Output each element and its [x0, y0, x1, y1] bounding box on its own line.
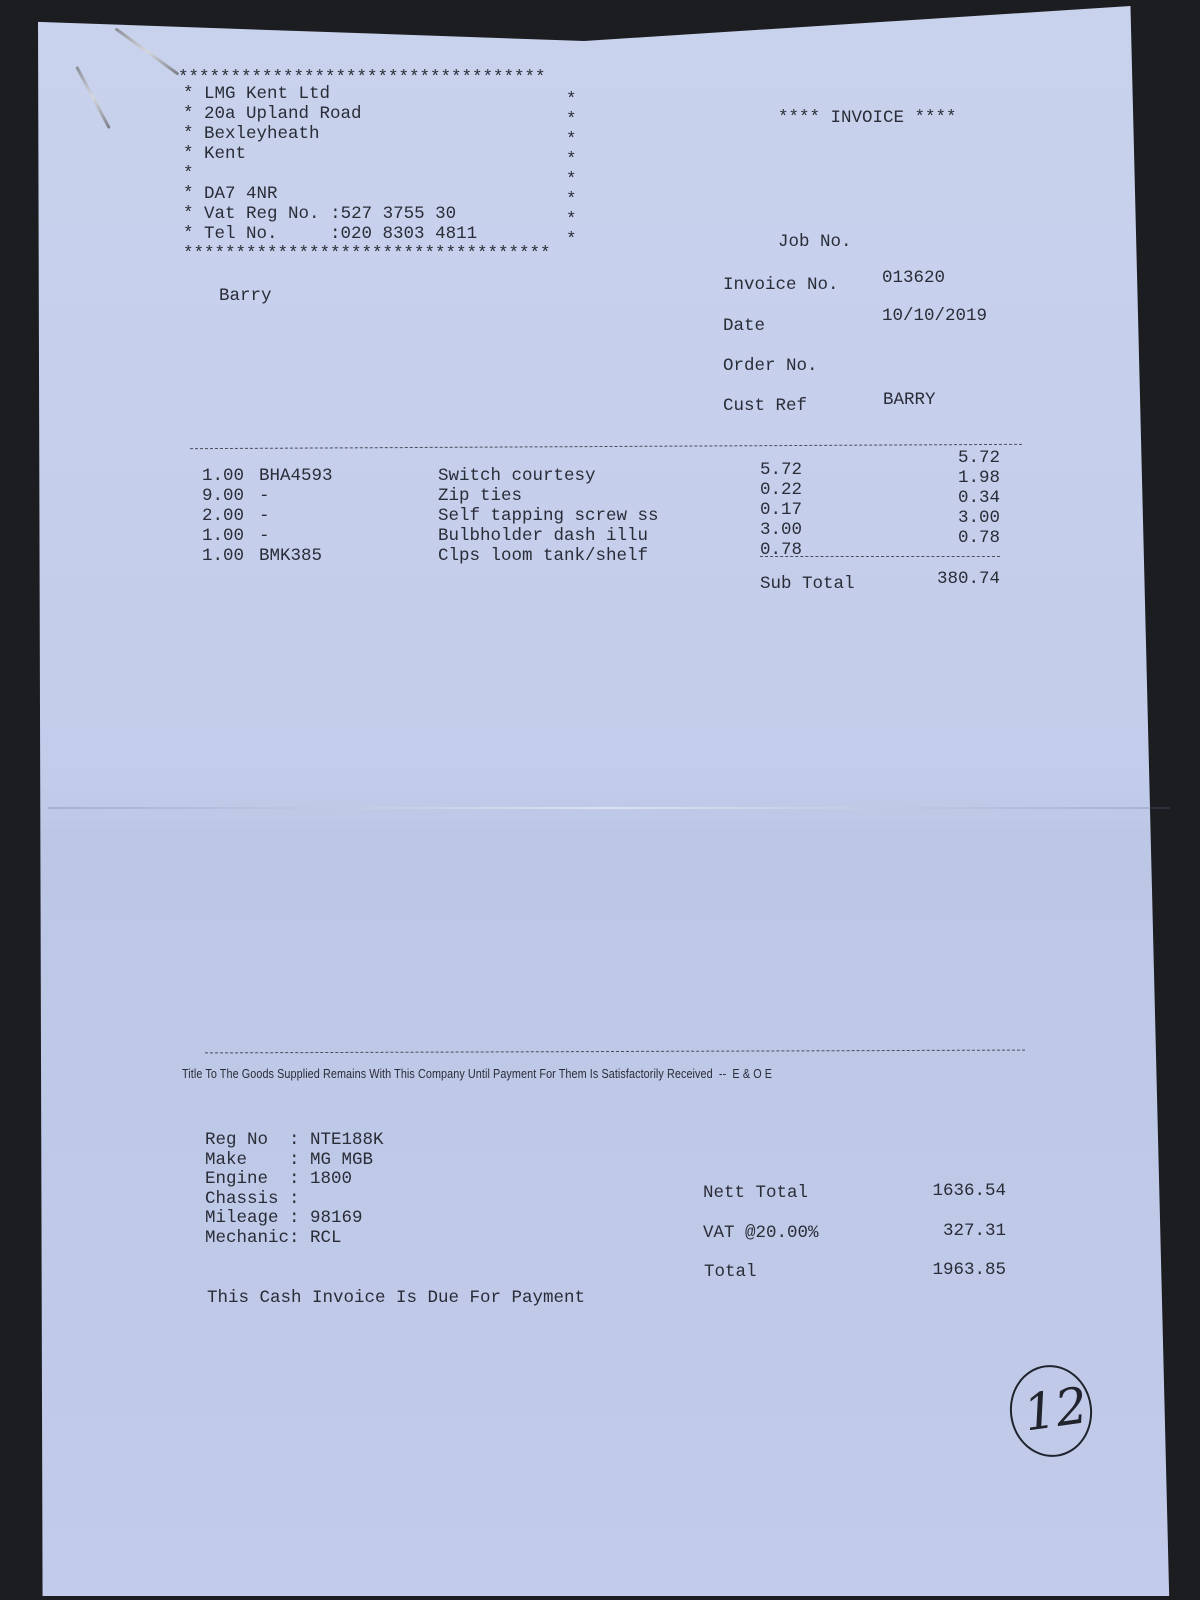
line-desc: Bulbholder dash illu — [438, 526, 649, 546]
paper-fold — [48, 807, 1170, 809]
cust-ref-label: Cust Ref — [723, 396, 808, 416]
subtotal-value: 380.74 — [936, 569, 1000, 589]
job-label: Job No. — [778, 232, 852, 252]
company-vat: * Vat Reg No. :527 3755 30 — [183, 204, 457, 224]
line-qty: 1.00 — [202, 466, 245, 486]
line-qty: 1.00 — [202, 526, 245, 546]
border-bottom: *********************************** — [183, 244, 551, 264]
due-note: This Cash Invoice Is Due For Payment — [207, 1288, 586, 1308]
line-unit: 0.17 — [760, 500, 803, 520]
box-edge: * — [183, 164, 194, 184]
line-code: BMK385 — [259, 546, 323, 566]
line-qty: 1.00 — [202, 546, 245, 566]
nett-total-value: 1636.54 — [932, 1181, 1006, 1201]
cust-ref-value: BARRY — [883, 390, 936, 410]
line-unit: 3.00 — [760, 520, 803, 540]
customer-name: Barry — [219, 286, 272, 306]
line-unit: 5.72 — [760, 460, 803, 480]
total-value: 1963.85 — [932, 1260, 1006, 1280]
invoice-heading: **** INVOICE **** — [778, 108, 957, 128]
subtotal-label: Sub Total — [760, 574, 855, 594]
line-code: - — [259, 486, 270, 506]
company-town: * Bexleyheath — [183, 124, 320, 144]
line-total: 0.34 — [957, 488, 1000, 508]
vat-label: VAT @20.00% — [703, 1223, 819, 1243]
vehicle-mechanic: Mechanic: RCL — [205, 1228, 342, 1248]
total-label: Total — [704, 1262, 757, 1282]
line-code: - — [259, 526, 270, 546]
company-address: * 20a Upland Road — [183, 104, 362, 124]
vehicle-mileage: Mileage : 98169 — [205, 1208, 363, 1228]
company-postcode: * DA7 4NR — [183, 184, 278, 204]
line-qty: 9.00 — [202, 486, 245, 506]
line-desc: Switch courtesy — [438, 466, 596, 486]
vehicle-make: Make : MG MGB — [205, 1150, 374, 1170]
date-value: 10/10/2019 — [882, 306, 988, 326]
company-name: * LMG Kent Ltd — [183, 84, 331, 104]
nett-total-label: Nett Total — [703, 1183, 809, 1203]
date-label: Date — [723, 316, 766, 336]
subtotal-divider — [760, 556, 1000, 557]
line-unit: 0.78 — [760, 540, 803, 560]
line-desc: Zip ties — [438, 486, 523, 506]
vehicle-engine: Engine : 1800 — [205, 1169, 353, 1189]
line-total: 0.78 — [957, 528, 1000, 548]
order-no-label: Order No. — [723, 356, 818, 376]
company-county: * Kent — [183, 144, 247, 164]
line-code: - — [259, 506, 270, 526]
line-unit: 0.22 — [760, 480, 803, 500]
title-note: Title To The Goods Supplied Remains With This Company Until Payment For Them Is Satisfactorily Received -- E & O E — [182, 1066, 773, 1081]
line-qty: 2.00 — [202, 506, 245, 526]
first-line-total: 5.72 — [957, 448, 1000, 468]
vat-value: 327.31 — [942, 1221, 1006, 1241]
line-desc: Clps loom tank/shelf — [438, 546, 649, 566]
line-total: 3.00 — [957, 508, 1000, 528]
invoice-no-label: Invoice No. — [723, 275, 839, 295]
invoice-no-value: 013620 — [882, 268, 946, 288]
handwritten-circled-number: 12 — [1004, 1360, 1098, 1463]
company-tel: * Tel No. :020 8303 4811 — [183, 224, 478, 244]
line-code: BHA4593 — [259, 466, 333, 486]
border-top: *********************************** — [178, 68, 546, 88]
vehicle-chassis: Chassis : — [205, 1189, 300, 1209]
box-edge-right: * * * * * * * * — [566, 90, 577, 250]
vehicle-reg: Reg No : NTE188K — [205, 1130, 384, 1150]
line-desc: Self tapping screw ss — [438, 506, 659, 526]
line-total: 1.98 — [957, 468, 1000, 488]
